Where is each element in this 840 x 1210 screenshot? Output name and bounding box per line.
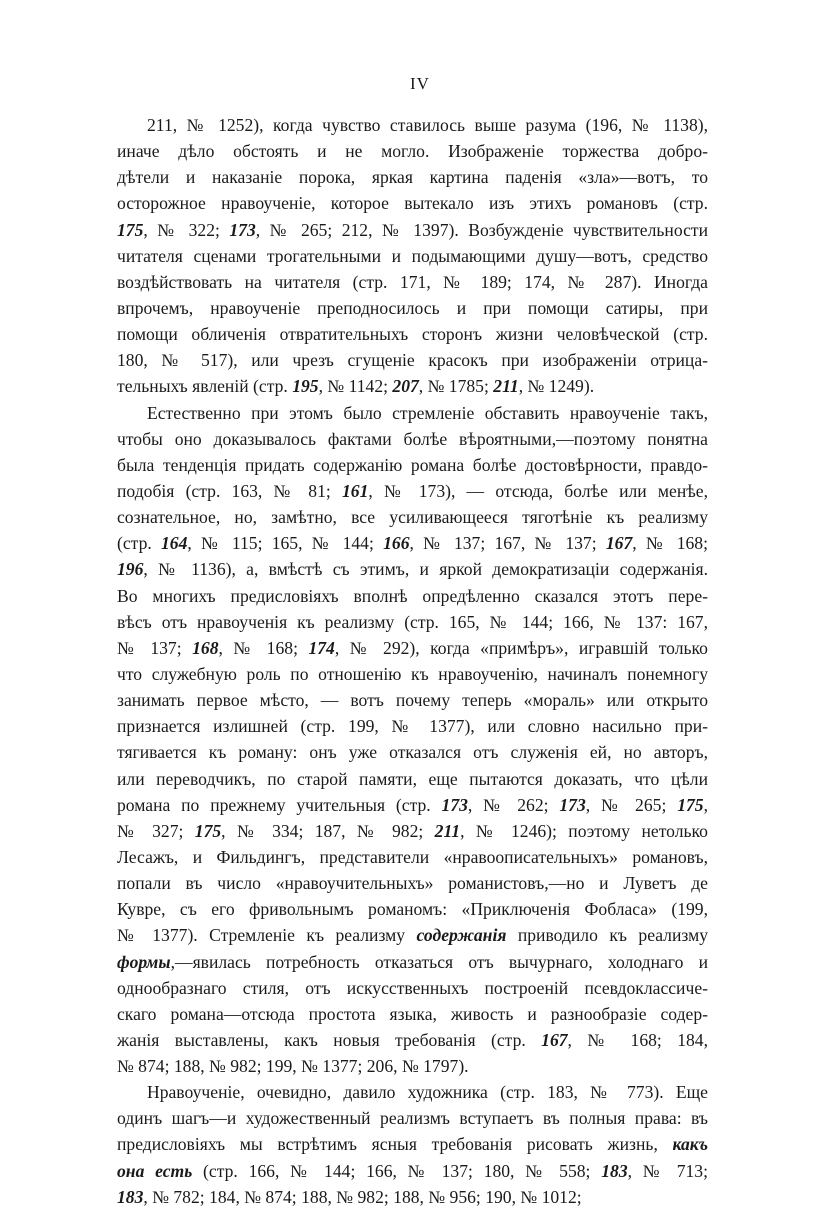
- text-line: вѣсъ отъ нравоученія къ реализму (стр. 165, № 144; 166, № 137: 167,: [117, 611, 708, 632]
- page-reference: 167: [541, 1029, 568, 1050]
- text-line: чтобы оно доказывалось фактами болѣе вѣроятными,—поэтому понятна: [117, 428, 708, 449]
- page-reference: 175: [677, 794, 704, 815]
- text-line: скаго романа—отсюда простота языка, живость и разнообразіе содер-: [117, 1003, 708, 1024]
- text-line: одинъ шагъ—и художественный реализмъ вступаетъ въ полныя права: въ: [117, 1108, 708, 1129]
- text-line: тельныхъ явленій (стр. 195, № 1142; 207, № 1785; 211, № 1249).: [117, 376, 595, 397]
- emphasized-text: какъ: [672, 1134, 708, 1155]
- text-line: № 1377). Стремленіе къ реализму содержанія приводило къ реализму: [117, 925, 708, 946]
- text-line: помощи обличенія отвратительныхъ сторонъ жизни человѣческой (стр.: [117, 324, 708, 345]
- page-reference: 175: [194, 820, 222, 841]
- page-reference: 196: [117, 559, 144, 580]
- page-reference: 168: [192, 637, 219, 658]
- text-line: однообразнаго стиля, отъ искусственныхъ построеній псевдоклассиче-: [117, 977, 708, 998]
- text-line: сознательное, но, замѣтно, все усиливающееся тяготѣніе къ реализму: [117, 507, 708, 528]
- page-reference: 207: [392, 376, 419, 397]
- body-text: [117, 112, 708, 1210]
- text-line: воздѣйствовать на читателя (стр. 171, № 189; 174, № 287). Иногда: [117, 271, 708, 292]
- text-line: Кувре, съ его фривольнымъ романомъ: «Приключенія Фобласа» (199,: [117, 899, 708, 920]
- page-reference: 195: [292, 376, 319, 397]
- text-line: читателя сценами трогательными и подымающими душу—вотъ, средство: [117, 245, 708, 266]
- paragraph: [117, 1079, 708, 1210]
- text-line: 196, № 1136), а, вмѣстѣ съ этимъ, и яркой демократизаціи содержанія.: [117, 559, 708, 580]
- page-reference: 174: [308, 637, 335, 658]
- page-reference: 211: [493, 376, 519, 397]
- text-line: предисловіяхъ мы встрѣтимъ ясныя требованія рисовать жизнь, какъ: [117, 1134, 708, 1155]
- text-line: 175, № 322; 173, № 265; 212, № 1397). Возбужденіе чувствительности: [117, 219, 708, 240]
- page-reference: 183: [117, 1186, 144, 1207]
- page-reference: 173: [441, 794, 468, 815]
- text-line: (стр. 164, № 115; 165, № 144; 166, № 137; 167, № 137; 167, № 168;: [117, 533, 708, 554]
- emphasized-text: она есть: [117, 1160, 193, 1181]
- page-number: IV: [410, 74, 430, 93]
- page-reference: 161: [341, 480, 369, 501]
- text-line: 183, № 782; 184, № 874; 188, № 982; 188, № 956; 190, № 1012;: [117, 1186, 582, 1207]
- text-line: что служебную роль по отношенію къ нравоученію, начиналъ понемногу: [117, 663, 708, 684]
- text-line: Нравоученіе, очевидно, давило художника (стр. 183, № 773). Еще: [147, 1082, 708, 1103]
- page-reference: 173: [559, 794, 586, 815]
- text-line: была тенденція придать содержанію романа болѣе достовѣрности, правдо-: [117, 454, 708, 475]
- text-line: осторожное нравоученіе, которое вытекало изъ этихъ романовъ (стр.: [117, 193, 708, 214]
- text-line: 211, № 1252), когда чувство ставилось выше разума (196, № 1138),: [147, 115, 708, 135]
- text-line: дѣтели и наказаніе порока, яркая картина паденія «зла»—вотъ, то: [117, 167, 708, 188]
- text-line: занимать первое мѣсто, — вотъ почему теперь «мораль» или открыто: [117, 690, 708, 711]
- page-reference: 167: [605, 533, 633, 554]
- paragraph: [117, 112, 708, 400]
- text-line: признается излишней (стр. 199, № 1377), или словно насильно при-: [117, 716, 708, 737]
- emphasized-text: содержанія: [416, 925, 507, 946]
- text-line: формы,—явилась потребность отказаться отъ вычурнаго, холоднаго и: [117, 951, 708, 972]
- text-line: подобія (стр. 163, № 81; 161, № 173), — отсюда, болѣе или менѣе,: [117, 480, 708, 501]
- text-line: тягивается къ роману: онъ уже отказался отъ служенія ей, но авторъ,: [117, 742, 708, 763]
- text-line: Естественно при этомъ было стремленіе обставить нравоученіе такъ,: [147, 402, 708, 423]
- text-line: № 327; 175, № 334; 187, № 982; 211, № 1246); поэтому нетолько: [117, 820, 708, 841]
- text-line: № 874; 188, № 982; 199, № 1377; 206, № 1797).: [117, 1056, 469, 1077]
- text-line: она есть (стр. 166, № 144; 166, № 137; 180, № 558; 183, № 713;: [117, 1160, 708, 1181]
- page-reference: 166: [383, 533, 410, 554]
- page-reference: 183: [601, 1160, 628, 1181]
- page-reference: 211: [434, 820, 461, 841]
- text-line: Лесажъ, и Фильдингъ, представители «нравоописательныхъ» романовъ,: [117, 846, 708, 867]
- text-line: попали въ число «нравоучительныхъ» романистовъ,—но и Луветъ де: [117, 873, 708, 894]
- text-line: № 137; 168, № 168; 174, № 292), когда «примѣръ», игравшій только: [117, 637, 708, 658]
- text-line: впрочемъ, нравоученіе преподносилось и при помощи сатиры, при: [117, 297, 708, 318]
- text-line: Во многихъ предисловіяхъ вполнѣ опредѣленно сказался этотъ пере-: [117, 585, 708, 606]
- paragraph: [117, 400, 708, 1080]
- text-line: 180, № 517), или чрезъ сгущеніе красокъ при изображеніи отрица-: [117, 350, 708, 371]
- text-line: романа по прежнему учительныя (стр. 173, № 262; 173, № 265; 175,: [117, 794, 708, 815]
- text-line: жанія выставлены, какъ новыя требованія (стр. 167, № 168; 184,: [117, 1029, 708, 1050]
- emphasized-text: формы: [117, 951, 171, 972]
- text-line: иначе дѣло обстоять и не могло. Изображеніе торжества добро-: [117, 141, 708, 162]
- page-reference: 173: [229, 219, 256, 240]
- page-reference: 175: [117, 219, 144, 240]
- page-reference: 164: [161, 533, 188, 554]
- text-line: или переводчикъ, по старой памяти, еще пытаются доказать, что цѣли: [117, 768, 708, 789]
